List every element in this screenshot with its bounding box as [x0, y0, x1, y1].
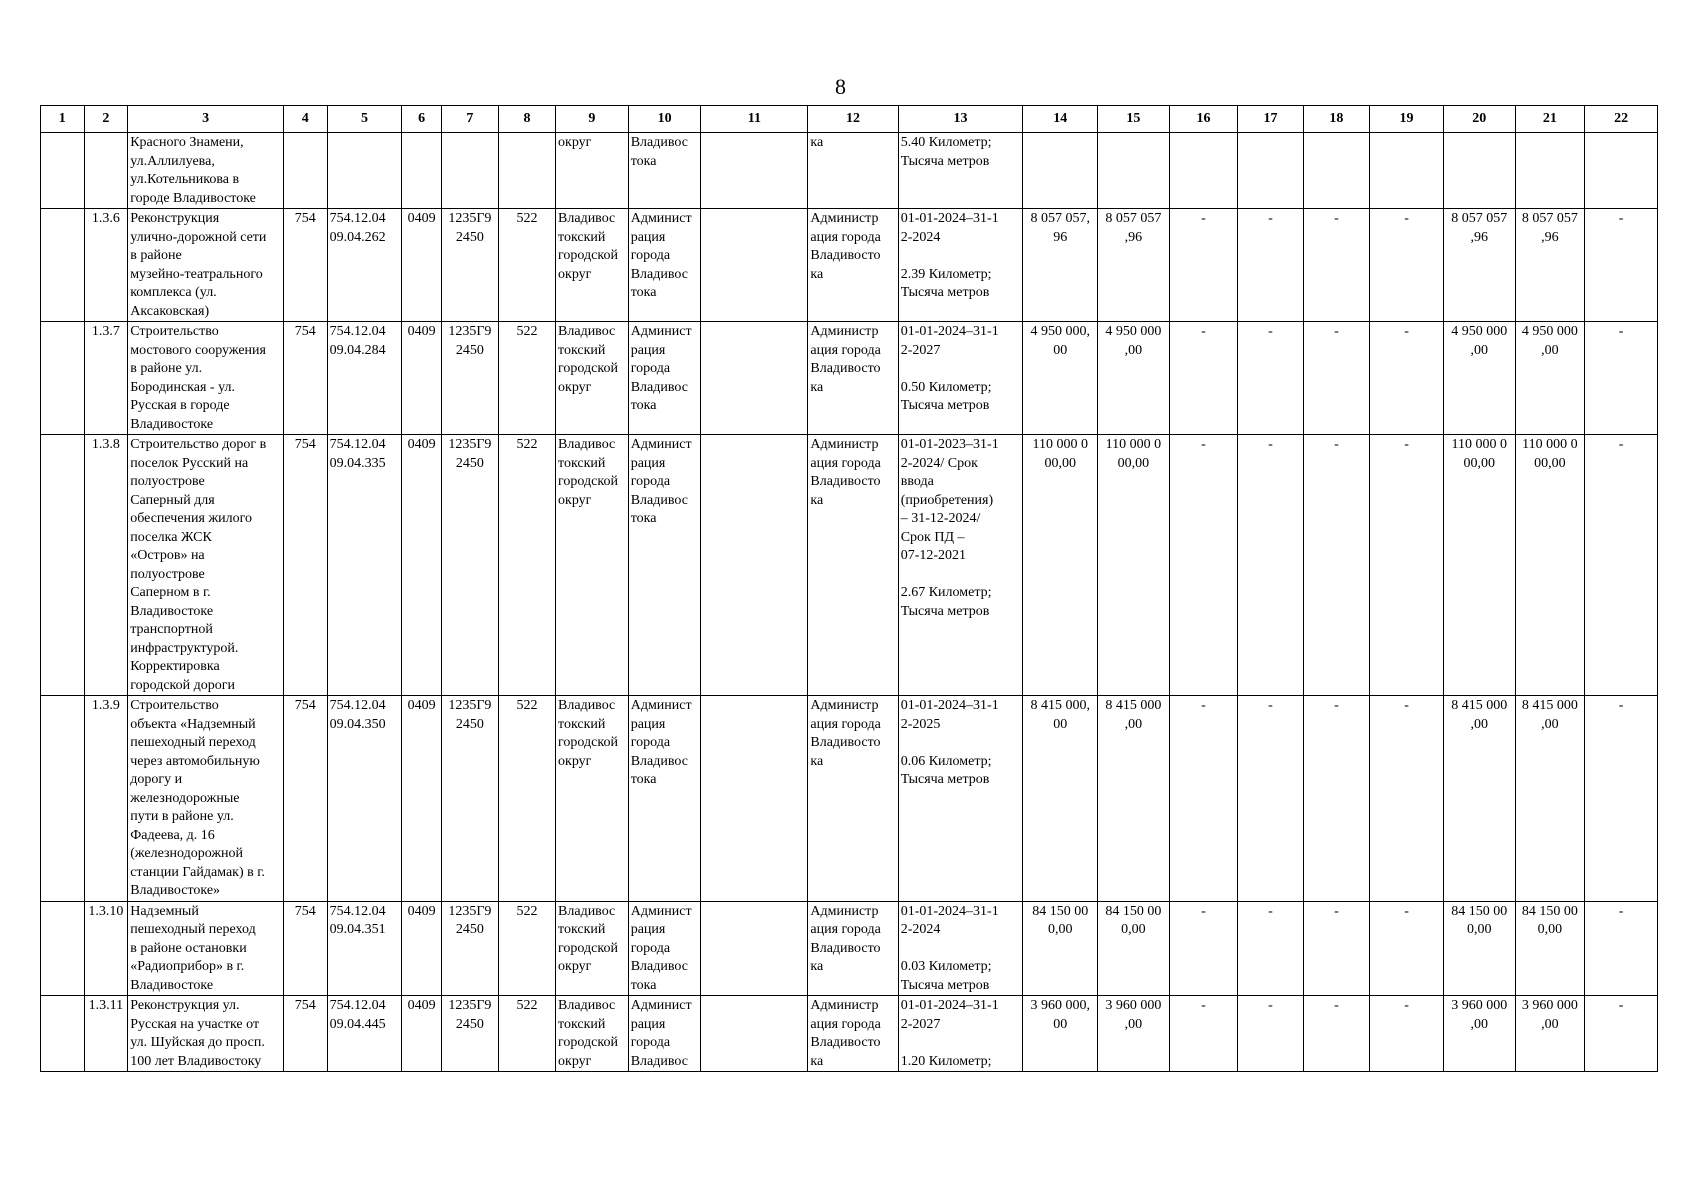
col-10-cell: Админист рация города Владивос	[628, 996, 701, 1072]
col-21-cell: 8 415 000 ,00	[1515, 696, 1585, 902]
table-row	[41, 322, 1658, 435]
col-6-cell: 0409	[402, 901, 441, 996]
col-22-cell: -	[1585, 901, 1658, 996]
col-4-cell	[283, 133, 327, 209]
col-9-cell: Владивос токский городской округ	[556, 996, 629, 1072]
col-18-cell	[1303, 133, 1369, 209]
header-cell: 10	[628, 106, 701, 133]
object-name: Реконструкция улично-дорожной сети в районе музейно-театрального комплекса (ул. Аксаковская)	[128, 209, 284, 322]
col-5-cell: 754.12.04 09.04.335	[327, 435, 402, 696]
header-cell: 16	[1169, 106, 1238, 133]
col-6-cell: 0409	[402, 996, 441, 1072]
col-6-cell: 0409	[402, 435, 441, 696]
col-6-cell: 0409	[402, 322, 441, 435]
col-19-cell: -	[1370, 322, 1444, 435]
col-18-cell: -	[1303, 996, 1369, 1072]
col-14-cell	[1023, 133, 1098, 209]
col-1-cell	[41, 696, 85, 902]
header-cell: 15	[1098, 106, 1170, 133]
col-15-cell: 4 950 000 ,00	[1098, 322, 1170, 435]
col-12-cell: Администр ация города Владивосто ка	[808, 901, 898, 996]
col-11-cell	[701, 435, 808, 696]
col-17-cell: -	[1238, 696, 1303, 902]
col-21-cell: 4 950 000 ,00	[1515, 322, 1585, 435]
col-5-cell: 754.12.04 09.04.350	[327, 696, 402, 902]
col-19-cell: -	[1370, 435, 1444, 696]
header-cell: 12	[808, 106, 898, 133]
item-number: 1.3.8	[84, 435, 128, 696]
col-14-cell: 3 960 000, 00	[1023, 996, 1098, 1072]
col-9-cell: Владивос токский городской округ	[556, 209, 629, 322]
col-7-cell: 1235Г9 2450	[441, 209, 498, 322]
col-13-cell: 01-01-2024–31-1 2-2027 0.50 Километр; Тысяча метров	[898, 322, 1023, 435]
col-16-cell: -	[1169, 435, 1238, 696]
col-15-cell	[1098, 133, 1170, 209]
col-19-cell	[1370, 133, 1444, 209]
col-4-cell: 754	[283, 696, 327, 902]
col-13-cell: 01-01-2024–31-1 2-2027 1.20 Километр;	[898, 996, 1023, 1072]
col-8-cell: 522	[498, 209, 555, 322]
col-10-cell: Админист рация города Владивос тока	[628, 322, 701, 435]
col-17-cell	[1238, 133, 1303, 209]
col-4-cell: 754	[283, 996, 327, 1072]
col-20-cell: 3 960 000 ,00	[1443, 996, 1515, 1072]
col-14-cell: 4 950 000, 00	[1023, 322, 1098, 435]
col-13-cell: 5.40 Километр; Тысяча метров	[898, 133, 1023, 209]
col-14-cell: 8 415 000, 00	[1023, 696, 1098, 902]
col-5-cell: 754.12.04 09.04.284	[327, 322, 402, 435]
item-number: 1.3.7	[84, 322, 128, 435]
col-13-cell: 01-01-2024–31-1 2-2025 0.06 Километр; Тысяча метров	[898, 696, 1023, 902]
col-17-cell: -	[1238, 901, 1303, 996]
col-10-cell: Админист рация города Владивос тока	[628, 696, 701, 902]
col-15-cell: 8 415 000 ,00	[1098, 696, 1170, 902]
header-cell: 6	[402, 106, 441, 133]
header-cell: 13	[898, 106, 1023, 133]
table-row	[41, 435, 1658, 696]
col-20-cell: 84 150 00 0,00	[1443, 901, 1515, 996]
col-12-cell: Администр ация города Владивосто ка	[808, 322, 898, 435]
col-11-cell	[701, 996, 808, 1072]
col-9-cell: Владивос токский городской округ	[556, 322, 629, 435]
col-17-cell: -	[1238, 435, 1303, 696]
col-8-cell: 522	[498, 435, 555, 696]
object-name: Строительство дорог в поселок Русский на полуострове Саперный для обеспечения жилого поселка ЖСК «Остров» на полуострове Саперном в г. Владивостоке транспортной инфраструктурой. Корректировка городской дороги	[128, 435, 284, 696]
col-7-cell: 1235Г9 2450	[441, 435, 498, 696]
col-16-cell: -	[1169, 901, 1238, 996]
col-1-cell	[41, 133, 85, 209]
col-1-cell	[41, 209, 85, 322]
col-12-cell: Администр ация города Владивосто ка	[808, 435, 898, 696]
col-1-cell	[41, 322, 85, 435]
col-5-cell	[327, 133, 402, 209]
col-8-cell	[498, 133, 555, 209]
col-11-cell	[701, 901, 808, 996]
col-22-cell: -	[1585, 696, 1658, 902]
col-9-cell: Владивос токский городской округ	[556, 696, 629, 902]
col-9-cell: Владивос токский городской округ	[556, 901, 629, 996]
col-5-cell: 754.12.04 09.04.445	[327, 996, 402, 1072]
col-18-cell: -	[1303, 322, 1369, 435]
col-9-cell: округ	[556, 133, 629, 209]
col-19-cell: -	[1370, 209, 1444, 322]
col-18-cell: -	[1303, 696, 1369, 902]
header-cell: 14	[1023, 106, 1098, 133]
col-7-cell: 1235Г9 2450	[441, 696, 498, 902]
header-row	[41, 106, 1658, 133]
object-name: Строительство мостового сооружения в районе ул. Бородинская - ул. Русская в городе Владивостоке	[128, 322, 284, 435]
col-15-cell: 84 150 00 0,00	[1098, 901, 1170, 996]
col-15-cell: 8 057 057 ,96	[1098, 209, 1170, 322]
col-16-cell: -	[1169, 209, 1238, 322]
col-4-cell: 754	[283, 901, 327, 996]
table-row	[41, 209, 1658, 322]
object-name: Надземный пешеходный переход в районе остановки «Радиоприбор» в г. Владивостоке	[128, 901, 284, 996]
col-10-cell: Владивос тока	[628, 133, 701, 209]
col-4-cell: 754	[283, 435, 327, 696]
item-number	[84, 133, 128, 209]
col-22-cell: -	[1585, 435, 1658, 696]
col-20-cell	[1443, 133, 1515, 209]
col-8-cell: 522	[498, 901, 555, 996]
col-20-cell: 8 415 000 ,00	[1443, 696, 1515, 902]
col-10-cell: Админист рация города Владивос тока	[628, 209, 701, 322]
header-cell: 9	[556, 106, 629, 133]
col-1-cell	[41, 996, 85, 1072]
col-10-cell: Админист рация города Владивос тока	[628, 901, 701, 996]
col-16-cell	[1169, 133, 1238, 209]
col-7-cell	[441, 133, 498, 209]
header-cell: 20	[1443, 106, 1515, 133]
col-11-cell	[701, 133, 808, 209]
col-22-cell	[1585, 133, 1658, 209]
col-19-cell: -	[1370, 696, 1444, 902]
item-number: 1.3.11	[84, 996, 128, 1072]
col-6-cell: 0409	[402, 696, 441, 902]
col-11-cell	[701, 322, 808, 435]
col-5-cell: 754.12.04 09.04.351	[327, 901, 402, 996]
header-cell: 2	[84, 106, 128, 133]
header-cell: 7	[441, 106, 498, 133]
header-cell: 1	[41, 106, 85, 133]
table-row	[41, 133, 1658, 209]
col-12-cell: Администр ация города Владивосто ка	[808, 696, 898, 902]
col-17-cell: -	[1238, 322, 1303, 435]
col-12-cell: ка	[808, 133, 898, 209]
item-number: 1.3.10	[84, 901, 128, 996]
col-21-cell: 3 960 000 ,00	[1515, 996, 1585, 1072]
col-15-cell: 3 960 000 ,00	[1098, 996, 1170, 1072]
header-cell: 17	[1238, 106, 1303, 133]
col-8-cell: 522	[498, 322, 555, 435]
col-12-cell: Администр ация города Владивосто ка	[808, 209, 898, 322]
header-cell: 22	[1585, 106, 1658, 133]
col-21-cell: 8 057 057 ,96	[1515, 209, 1585, 322]
col-5-cell: 754.12.04 09.04.262	[327, 209, 402, 322]
col-6-cell	[402, 133, 441, 209]
table-row	[41, 696, 1658, 902]
col-22-cell: -	[1585, 209, 1658, 322]
header-cell: 18	[1303, 106, 1369, 133]
col-18-cell: -	[1303, 901, 1369, 996]
col-10-cell: Админист рация города Владивос тока	[628, 435, 701, 696]
col-12-cell: Администр ация города Владивосто ка	[808, 996, 898, 1072]
page-number: 8	[835, 74, 846, 99]
col-4-cell: 754	[283, 322, 327, 435]
col-22-cell: -	[1585, 322, 1658, 435]
col-18-cell: -	[1303, 209, 1369, 322]
col-19-cell: -	[1370, 996, 1444, 1072]
budget-table	[40, 105, 1658, 1072]
col-19-cell: -	[1370, 901, 1444, 996]
col-16-cell: -	[1169, 996, 1238, 1072]
col-17-cell: -	[1238, 209, 1303, 322]
col-21-cell: 110 000 0 00,00	[1515, 435, 1585, 696]
col-13-cell: 01-01-2024–31-1 2-2024 2.39 Километр; Тысяча метров	[898, 209, 1023, 322]
table-row	[41, 901, 1658, 996]
col-14-cell: 8 057 057, 96	[1023, 209, 1098, 322]
col-21-cell: 84 150 00 0,00	[1515, 901, 1585, 996]
col-7-cell: 1235Г9 2450	[441, 322, 498, 435]
col-20-cell: 4 950 000 ,00	[1443, 322, 1515, 435]
col-22-cell: -	[1585, 996, 1658, 1072]
col-17-cell: -	[1238, 996, 1303, 1072]
header-cell: 4	[283, 106, 327, 133]
col-1-cell	[41, 901, 85, 996]
header-cell: 5	[327, 106, 402, 133]
object-name: Реконструкция ул. Русская на участке от ул. Шуйская до просп. 100 лет Владивостоку	[128, 996, 284, 1072]
col-13-cell: 01-01-2023–31-1 2-2024/ Срок ввода (приобретения) – 31-12-2024/ Срок ПД – 07-12-2021 2.67 Километр; Тысяча метров	[898, 435, 1023, 696]
header-cell: 19	[1370, 106, 1444, 133]
item-number: 1.3.6	[84, 209, 128, 322]
col-8-cell: 522	[498, 696, 555, 902]
col-8-cell: 522	[498, 996, 555, 1072]
col-7-cell: 1235Г9 2450	[441, 901, 498, 996]
col-11-cell	[701, 209, 808, 322]
col-20-cell: 8 057 057 ,96	[1443, 209, 1515, 322]
col-6-cell: 0409	[402, 209, 441, 322]
col-11-cell	[701, 696, 808, 902]
col-18-cell: -	[1303, 435, 1369, 696]
header-cell: 8	[498, 106, 555, 133]
col-15-cell: 110 000 0 00,00	[1098, 435, 1170, 696]
header-cell: 11	[701, 106, 808, 133]
col-9-cell: Владивос токский городской округ	[556, 435, 629, 696]
object-name: Красного Знамени, ул.Аллилуева, ул.Котельникова в городе Владивостоке	[128, 133, 284, 209]
col-13-cell: 01-01-2024–31-1 2-2024 0.03 Километр; Тысяча метров	[898, 901, 1023, 996]
col-7-cell: 1235Г9 2450	[441, 996, 498, 1072]
header-cell: 3	[128, 106, 284, 133]
col-20-cell: 110 000 0 00,00	[1443, 435, 1515, 696]
col-16-cell: -	[1169, 322, 1238, 435]
col-1-cell	[41, 435, 85, 696]
item-number: 1.3.9	[84, 696, 128, 902]
object-name: Строительство объекта «Надземный пешеходный переход через автомобильную дорогу и железнодорожные пути в районе ул. Фадеева, д. 16 (железнодорожной станции Гайдамак) в г. Владивостоке»	[128, 696, 284, 902]
col-16-cell: -	[1169, 696, 1238, 902]
col-21-cell	[1515, 133, 1585, 209]
table-row	[41, 996, 1658, 1072]
col-14-cell: 110 000 0 00,00	[1023, 435, 1098, 696]
col-4-cell: 754	[283, 209, 327, 322]
col-14-cell: 84 150 00 0,00	[1023, 901, 1098, 996]
header-cell: 21	[1515, 106, 1585, 133]
